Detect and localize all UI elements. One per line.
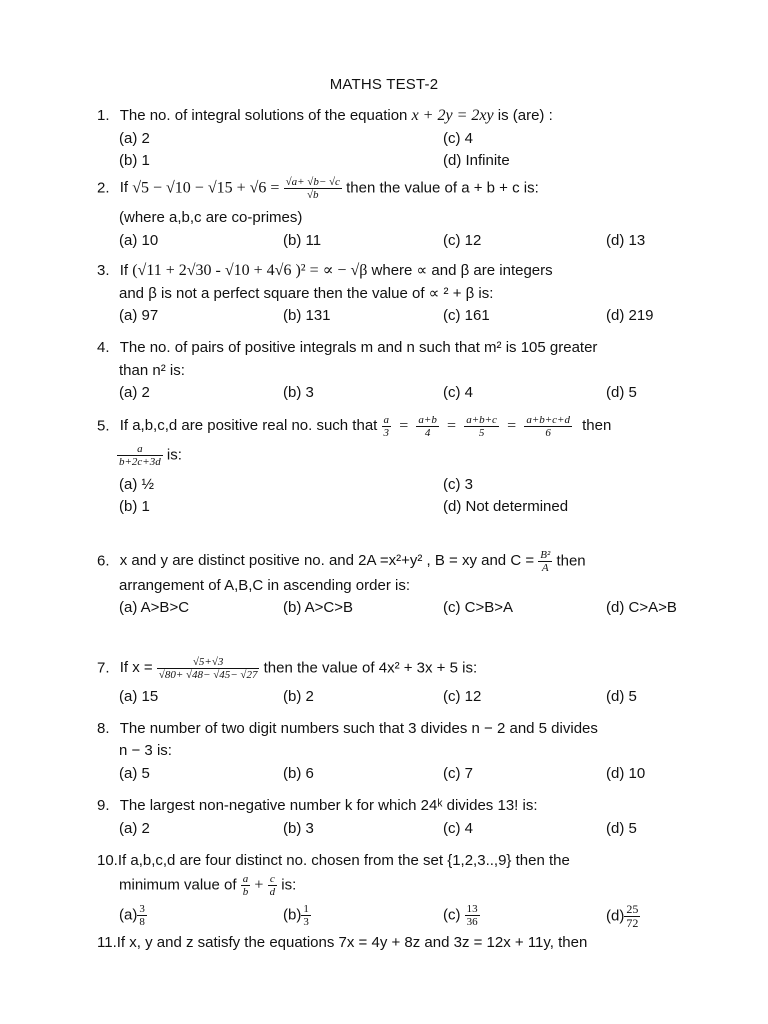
q5-option-a: (a) ½ [119,476,155,493]
q2-option-c: (c) 12 [443,232,482,249]
q10-option-d [606,903,640,930]
fraction-3 [464,414,499,439]
q10-option-b [283,903,311,928]
q8-line-2: n − 3 is: [119,742,172,759]
question-7 [97,656,477,681]
fraction-denominator: 6 [545,427,551,439]
fraction-denominator: A [541,562,549,574]
fraction-denominator: b+2c+3d [119,456,161,468]
question-1 [97,107,553,125]
fraction-numerator: 25 [626,902,639,916]
q4-option-d: (d) 5 [606,384,637,401]
fraction-5 [117,443,163,468]
q3-line-2: and β is not a perfect square then the value of ∝ ² + β is: [119,285,494,302]
q-number: 2. [97,179,110,197]
plus-sign: + [254,876,264,894]
q-text-trail: is: [166,446,182,464]
q-text-trail: where ∝ and β are integers [371,262,553,279]
q10-option-c [443,903,480,928]
q-math: √5 − √10 − √15 + √6 = [132,179,280,197]
q-text-trail: then the value of 4x² + 3x + 5 is: [263,659,478,677]
q-text: If a,b,c,d are positive real no. such that [119,417,378,435]
q-text: If x, y and z satisfy the equations 7x = 4y + 8z and 3z = 12x + 11y, then [116,934,588,951]
q2-line-2: (where a,b,c are co-primes) [119,209,303,226]
q-text: x and y are distinct positive no. and 2A =x²+y² , B = xy and C = [119,552,535,570]
q-number: 10. [97,852,118,869]
q-text: If [119,179,129,197]
q-text: If [119,262,129,279]
question-10 [97,852,570,869]
q3-option-d: (d) 219 [606,307,654,324]
q10-line-2 [119,873,296,898]
q-text: If a,b,c,d are four distinct no. chosen from the set {1,2,3..,9} then the [117,852,570,869]
fraction-denominator: 8 [139,916,145,928]
q6-line-2: arrangement of A,B,C in ascending order is: [119,577,410,594]
q9-option-c: (c) 4 [443,820,473,837]
question-5 [97,414,611,439]
fraction-denominator: 72 [626,916,639,930]
fraction-denominator: 3 [303,916,309,928]
q7-option-b: (b) 2 [283,688,314,705]
question-2 [97,176,539,201]
question-9 [97,797,538,814]
option-label: (b) [283,906,302,924]
q5-option-b: (b) 1 [119,498,150,515]
q3-option-b: (b) 131 [283,307,331,324]
question-4 [97,339,597,356]
fraction-numerator: 3 [139,903,145,915]
fraction-numerator: 1 [303,903,309,915]
question-6 [97,549,586,574]
fraction-c-d [268,873,278,898]
fraction-4 [524,414,572,439]
q7-fraction [157,656,260,681]
q-number: 4. [97,339,110,356]
fraction-2 [416,414,438,439]
q6-fraction [538,549,552,574]
q-math: x + 2y = 2xy [411,107,494,124]
q6-option-d: (d) C>A>B [606,599,677,616]
q4-option-a: (a) 2 [119,384,150,401]
question-8 [97,720,598,737]
q3-option-c: (c) 161 [443,307,490,324]
fraction-denominator: d [269,886,276,898]
fraction-denominator: b [242,886,249,898]
fraction-denominator: 5 [478,427,485,439]
fraction-a-b [241,873,251,898]
q4-option-b: (b) 3 [283,384,314,401]
fraction-numerator: a [383,414,390,426]
option-fraction [137,903,147,928]
q9-option-b: (b) 3 [283,820,314,837]
option-fraction [301,903,311,928]
fraction-1 [382,414,392,439]
q2-option-a: (a) 10 [119,232,159,249]
option-label: (d) [606,907,625,925]
option-label: (a) [119,906,138,924]
q1-option-c: (c) 4 [443,130,473,147]
q-text: minimum value of [119,876,237,894]
q-number: 8. [97,720,110,737]
q8-option-a: (a) 5 [119,765,150,782]
q-text-trail: then [582,417,612,435]
q-text: The no. of integral solutions of the equation [119,107,408,124]
q6-option-b: (b) A>C>B [283,599,354,616]
q-text: The number of two digit numbers such that 3 divides n − 2 and 5 divides [119,720,598,737]
q2-fraction [284,176,342,201]
q2-option-b: (b) 11 [283,232,322,249]
q1-option-a: (a) 2 [119,130,150,147]
q1-option-d: (d) Infinite [443,152,510,169]
q8-option-d: (d) 10 [606,765,646,782]
fraction-denominator: 36 [466,916,478,928]
q-text: The largest non-negative number k for which 24ᵏ divides 13! is: [119,797,538,814]
page-title: MATHS TEST-2 [329,76,439,93]
q-number: 9. [97,797,110,814]
q7-option-a: (a) 15 [119,688,159,705]
fraction-numerator: 13 [466,903,478,915]
fraction-numerator: √a+ √b− √c [285,176,340,188]
q8-option-c: (c) 7 [443,765,473,782]
q-text: The no. of pairs of positive integrals m and n such that m² is 105 greater [119,339,598,356]
q10-option-a [119,903,147,928]
q-number: 1. [97,107,110,124]
equals-sign: = [443,417,461,435]
fraction-numerator: a [117,443,163,456]
q-text-trail: then [556,552,586,570]
q6-option-c: (c) C>B>A [443,599,514,616]
q9-option-a: (a) 2 [119,820,150,837]
fraction-numerator: a+b [418,414,437,426]
q-text: If x = [119,659,153,677]
q-text-trail: is (are) : [497,107,553,124]
q6-option-a: (a) A>B>C [119,599,190,616]
q-number: 6. [97,552,110,570]
fraction-numerator: c [268,873,278,886]
question-11 [97,934,587,951]
q-number: 11. [97,934,117,951]
q2-option-d: (d) 13 [606,232,646,249]
fraction-numerator: a+b+c [466,414,497,426]
q-number: 5. [97,417,110,435]
q7-option-d: (d) 5 [606,688,637,705]
q1-option-b: (b) 1 [119,152,150,169]
q5-option-c: (c) 3 [443,476,473,493]
option-fraction [465,903,480,928]
q-math: (√11 + 2√30 - √10 + 4√6 )² = ∝ − √β [132,262,368,279]
option-fraction [624,903,640,930]
fraction-numerator: a+b+c+d [526,414,570,426]
q8-option-b: (b) 6 [283,765,314,782]
fraction-denominator: √80+ √48− √45− √27 [158,669,258,681]
q-text-trail: then the value of a + b + c is: [346,179,539,197]
q-text-trail: is: [281,876,297,894]
fraction-denominator: √b [306,189,319,201]
option-label: (c) [443,906,461,924]
fraction-numerator: √5+√3 [157,656,260,669]
q4-option-c: (c) 4 [443,384,473,401]
q7-option-c: (c) 12 [443,688,482,705]
equals-sign: = [503,417,521,435]
q-number: 3. [97,262,110,279]
equals-sign: = [395,417,413,435]
q9-option-d: (d) 5 [606,820,637,837]
q-number: 7. [97,659,110,677]
q5-option-d: (d) Not determined [443,498,569,515]
q5-line-2 [117,443,182,468]
q3-option-a: (a) 97 [119,307,159,324]
fraction-numerator: a [242,873,249,885]
fraction-denominator: 3 [383,427,390,439]
fraction-numerator: B² [540,549,551,561]
question-3 [97,260,553,280]
q4-line-2: than n² is: [119,362,185,379]
fraction-denominator: 4 [424,427,431,439]
